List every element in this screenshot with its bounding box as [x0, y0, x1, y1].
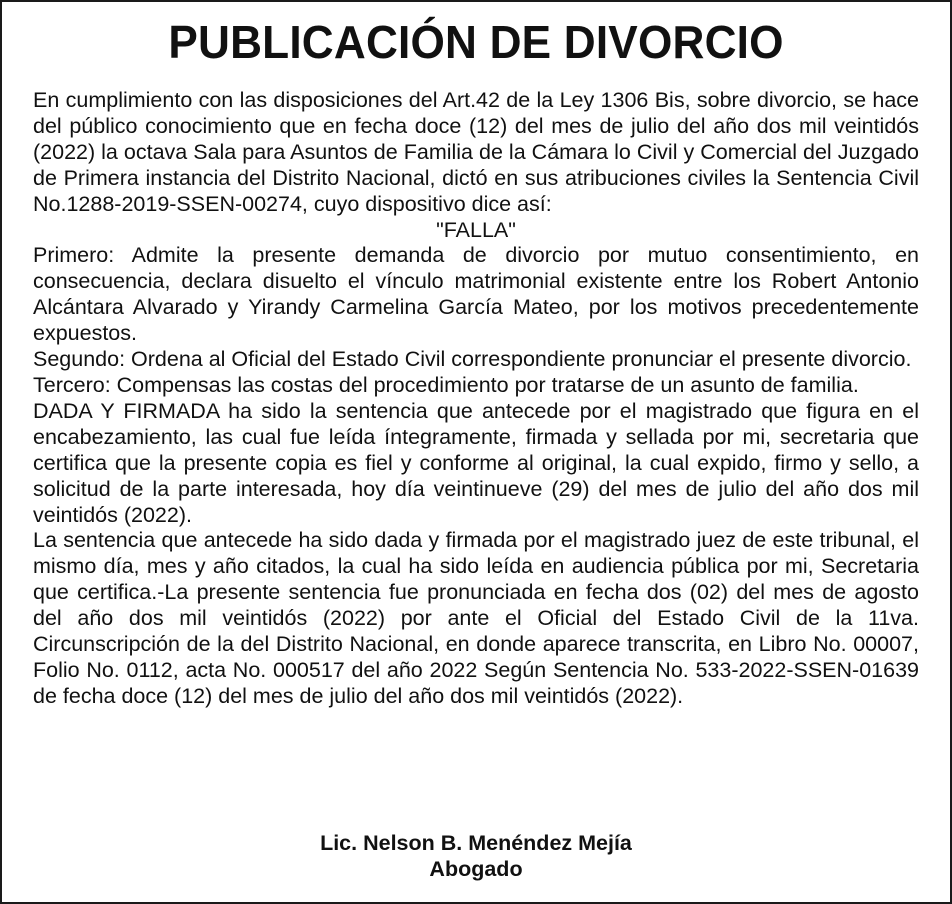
segundo-paragraph: Segundo: Ordena al Oficial del Estado Civil correspondiente pronunciar el presente divorcio.	[33, 347, 912, 372]
intro-paragraph: En cumplimiento con las disposiciones del Art.42 de la Ley 1306 Bis, sobre divorcio, se hace del público conocimiento que en fecha doce (12) del mes de julio del año dos mil veintidós (2022) la octava Sala para Asuntos de Familia de la Cámara lo Civil y Comercial del Juzgado de Primera instancia del Distrito Nacional, dictó en sus atribuciones civiles la Sentencia Civil No.1288-2019-SSEN-00274, cuyo dispositivo dice así:	[33, 88, 919, 216]
tercero-paragraph: Tercero: Compensas las costas del procedimiento por tratarse de un asunto de familia.	[33, 372, 859, 397]
signature-block	[2, 830, 950, 882]
notice-title: PUBLICACIÓN DE DIVORCIO	[168, 16, 784, 68]
sentencia-paragraph: La sentencia que antecede ha sido dada y firmada por el magistrado juez de este tribunal, el mismo día, mes y año citados, la cual ha sido leída en audiencia pública por mi, Secretaria que certifica.-La presente sentencia fue pronunciada en fecha dos (02) del mes de agosto del año dos mil veintidós (2022) por ante el Oficial del Estado Civil de la 11va. Circunscripción de la del Distrito Nacional, en donde aparece transcrita, en Libro No. 00007, Folio No. 0112, acta No. 000517 del año 2022 Según Sentencia No. 533-2022-SSEN-01639 de fecha doce (12) del mes de julio del año dos mil veintidós (2022).	[33, 528, 919, 708]
dada-paragraph: DADA Y FIRMADA ha sido la sentencia que antecede por el magistrado que figura en el encabezamiento, las cual fue leída íntegramente, firmada y sellada por mi, secretaria que certifica que la presente copia es fiel y conforme al original, la cual expido, firmo y sello, a solicitud de la parte interesada, hoy día veintinueve (29) del mes de julio del año dos mil veintidós (2022).	[33, 398, 919, 527]
primero-paragraph: Primero: Admite la presente demanda de divorcio por mutuo consentimiento, en consecuencia, declara disuelto el vínculo matrimonial existente entre los Robert Antonio Alcántara Alvarado y Yirandy Carmelina García Mateo, por los motivos precedentemente expuestos.	[33, 243, 919, 346]
signature-role: Abogado	[429, 857, 523, 881]
falla-heading: "FALLA"	[436, 217, 516, 242]
signature-name: Lic. Nelson B. Menéndez Mejía	[320, 831, 632, 855]
notice-body	[33, 88, 919, 710]
